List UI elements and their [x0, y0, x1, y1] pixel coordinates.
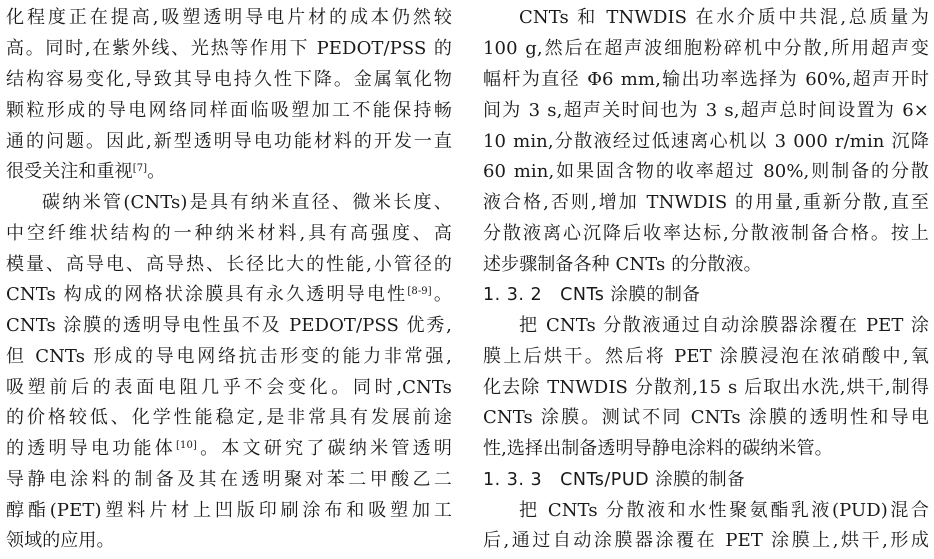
text-line: CNTs 涂膜。测试不同 CNTs 涂膜的透明性和导电 [483, 407, 929, 428]
text-line: 述步骤制备各种 CNTs 的分散液。 [483, 254, 762, 275]
text-line: 分散液离心沉降后收率达标,分散液制备合格。按上 [483, 223, 929, 244]
text-line: 但 CNTs 形成的导电网络抗击形变的能力非常强, [6, 346, 452, 367]
text-line: 醇酯(PET)塑料片材上凹版印刷涂布和吸塑加工 [6, 500, 452, 521]
text-line: 间为 3 s,超声关时间也为 3 s,超声总时间设置为 6× [483, 100, 929, 121]
text-line: 膜上后烘干。然后将 PET 涂膜浸泡在浓硝酸中,氧 [483, 346, 929, 367]
text-line: 中空纤维状结构的一种纳米材料,具有高强度、高 [6, 223, 452, 244]
text-line: 高。同时,在紫外线、光热等作用下 PEDOT/PSS 的 [6, 38, 452, 59]
text-line: 领域的应用。 [6, 530, 115, 551]
citation: [10] [176, 440, 197, 451]
text-line: 颗粒形成的导电网络同样面临吸塑加工不能保持畅 [6, 100, 452, 121]
text-line: 吸塑前后的表面电阻几乎不会变化。同时,CNTs [6, 377, 452, 398]
text-line: 60 min,如果固含物的收率超过 80%,则制备的分散 [483, 161, 929, 182]
text-line: 的透明导电功能体[10]。本文研究了碳纳米管透明 [6, 438, 452, 459]
paragraph-start-line: 把 CNTs 分散液和水性聚氨酯乳液(PUD)混合 [519, 500, 929, 521]
section-heading: 1. 3. 2 CNTs 涂膜的制备 [483, 285, 701, 305]
text-line: 100 g,然后在超声波细胞粉碎机中分散,所用超声变 [483, 38, 929, 59]
text-line: 幅杆为直径 Φ6 mm,输出功率选择为 60%,超声开时 [483, 69, 929, 90]
text-line: 的价格较低、化学性能稳定,是非常具有发展前途 [6, 407, 452, 428]
paragraph-start-line: CNTs 和 TNWDIS 在水介质中共混,总质量为 [519, 7, 929, 28]
text-line: 通的问题。因此,新型透明导电功能材料的开发一直 [6, 131, 452, 152]
paragraph-start-line: 碳纳米管(CNTs)是具有纳米直径、微米长度、 [42, 192, 452, 213]
paragraph-start-line: 把 CNTs 分散液通过自动涂膜器涂覆在 PET 涂 [519, 315, 929, 336]
text-line: 模量、高导电、高导热、长径比大的性能,小管径的 [6, 254, 452, 275]
text-line: 性,选择出制备透明导静电涂料的碳纳米管。 [483, 438, 833, 459]
text-line: 导静电涂料的制备及其在透明聚对苯二甲酸乙二 [6, 469, 452, 490]
text-line: 很受关注和重视[7]。 [6, 161, 166, 182]
text-line: 后,通过自动涂膜器涂覆在 PET 涂膜上,烘干,形成 [483, 530, 929, 551]
text-line: 10 min,分散液经过低速离心机以 3 000 r/min 沉降 [483, 131, 929, 152]
citation: [8-9] [407, 286, 432, 297]
text-line: CNTs 涂膜的透明导电性虽不及 PEDOT/PSS 优秀, [6, 315, 452, 336]
text-line: 液合格,否则,增加 TNWDIS 的用量,重新分散,直至 [483, 192, 929, 213]
text-line: 化程度正在提高,吸塑透明导电片材的成本仍然较 [6, 7, 452, 28]
text-line: CNTs 构成的网格状涂膜具有永久透明导电性[8-9]。 [6, 284, 452, 305]
text-line: 化去除 TNWDIS 分散剂,15 s 后取出水洗,烘干,制得 [483, 377, 929, 398]
citation: [7] [132, 163, 148, 174]
text-line: 结构容易变化,导致其导电持久性下降。金属氧化物 [6, 69, 452, 90]
section-heading: 1. 3. 3 CNTs/PUD 涂膜的制备 [483, 470, 746, 490]
